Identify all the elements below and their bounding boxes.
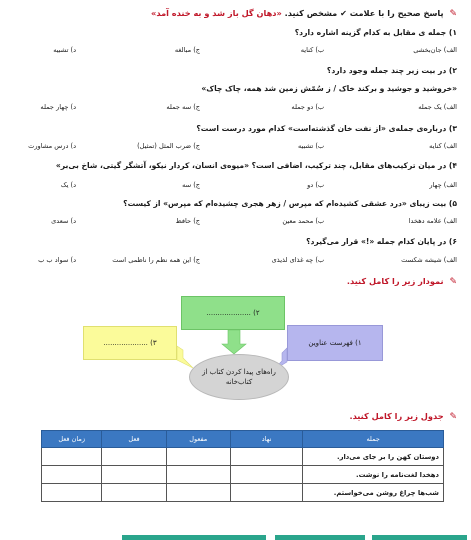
table-header-row (42, 431, 444, 448)
diagram-center: راه‌های پیدا کردن کتاب از کتاب‌خانه (189, 354, 289, 400)
option[interactable]: د) یک (60, 181, 77, 189)
question-3: ۳) درباره‌ی جمله‌ی «از نفت خان گذشته‌است» کدام مورد درست است؟ (196, 124, 457, 133)
table-cell[interactable] (230, 484, 302, 502)
option[interactable]: ج) سه (182, 181, 201, 189)
option[interactable]: د) چهار جمله (40, 103, 77, 111)
section3-title: ✎ جدول زیر را کامل کنید. (349, 411, 457, 422)
table-cell-sentence: شب‌ها چراغ روشن می‌خواستم. (303, 484, 444, 502)
option[interactable]: ج) حافظ (175, 217, 201, 225)
table-cell[interactable] (102, 484, 166, 502)
diagram-box-3[interactable]: ۳) .................... (83, 326, 177, 360)
question-2-verse: «خروشید و جوشید و برکند خاک / ز سُمّش زمین شد همه، چاک چاک» (201, 84, 457, 93)
section2-title: ✎ نمودار زیر را کامل کنید. (346, 276, 457, 287)
question-5: ۵) بیت زیبای «درد عشقی کشیده‌ام که مپرس / زهر هجری چشیده‌ام که مپرس» از کیست؟ (123, 199, 457, 208)
arrow-right (177, 346, 193, 368)
question-4: ۴) در میان ترکیب‌های مقابل، چند ترکیب، اضافی است؟ «میوه‌ی انسان، کردار نیکو، آتشگر گیتی، شاخ بی‌بر» (55, 161, 457, 170)
table-header: نهاد (230, 431, 302, 448)
option[interactable]: ب) چه غذای لذیذی (271, 256, 325, 264)
option[interactable]: ب) تشبیه (298, 142, 325, 150)
footer-bar (372, 535, 467, 540)
table-cell[interactable] (42, 448, 102, 466)
table-cell[interactable] (166, 484, 230, 502)
option[interactable]: د) درس مشاورت (28, 142, 77, 150)
table-cell[interactable] (230, 448, 302, 466)
pencil-icon: ✎ (449, 9, 457, 19)
option[interactable]: الف) جان‌بخشی (413, 46, 457, 54)
option[interactable]: الف) علامه دهخدا (408, 217, 457, 225)
option[interactable]: ج) سه جمله (166, 103, 201, 111)
option[interactable]: الف) کنایه (429, 142, 457, 150)
table-header: جمله (303, 431, 444, 448)
footer-bar (122, 535, 266, 540)
option[interactable]: ب) دو (307, 181, 325, 189)
question-6: ۶) در پایان کدام جمله «!» قرار می‌گیرد؟ (306, 237, 457, 246)
table-cell[interactable] (42, 466, 102, 484)
question-2: ۲) در بیت زیر چند جمله وجود دارد؟ (326, 66, 457, 75)
option[interactable]: ب) محمد معین (282, 217, 325, 225)
arrow-down (222, 330, 246, 354)
diagram-box-1: ۱) فهرست عناوین (287, 325, 383, 361)
table-row (42, 484, 444, 502)
grammar-table (41, 430, 444, 502)
option[interactable]: ب) دو جمله (291, 103, 325, 111)
diagram-box-2[interactable]: ۲) .................... (181, 296, 285, 330)
option[interactable]: الف) یک جمله (418, 103, 457, 111)
option[interactable]: د) سعدی (51, 217, 77, 225)
footer-bar (275, 535, 365, 540)
table-header: مفعول (166, 431, 230, 448)
option[interactable]: الف) شیشه شکست (401, 256, 457, 264)
table-cell[interactable] (166, 466, 230, 484)
table-cell[interactable] (102, 448, 166, 466)
table-header: زمان فعل (42, 431, 102, 448)
table-row (42, 448, 444, 466)
section1-instruction: پاسخ صحیح را با علامت ✔ مشخص کنید. (284, 8, 444, 18)
table-cell[interactable] (42, 484, 102, 502)
pencil-icon: ✎ (449, 277, 457, 287)
option[interactable]: ب) کنایه (300, 46, 325, 54)
table-cell[interactable] (102, 466, 166, 484)
table-cell-sentence: دهخدا لغت‌نامه را نوشت. (303, 466, 444, 484)
table-row (42, 466, 444, 484)
option[interactable]: ج) ضرب المثل (تمثیل) (137, 142, 201, 150)
table-cell[interactable] (230, 466, 302, 484)
table-cell-sentence: دوستان کهن را بر جای می‌دار. (303, 448, 444, 466)
option[interactable]: الف) چهار (429, 181, 457, 189)
option[interactable]: د) تشبیه (53, 46, 77, 54)
option[interactable]: د) سواد ب ب (38, 256, 77, 264)
section1-quote: «دهان گل باز شد و به خنده آمد» (151, 8, 282, 18)
option[interactable]: ج) این همه نظم را ناظمی است (112, 256, 201, 264)
option[interactable]: ج) مبالغه (174, 46, 201, 54)
pencil-icon: ✎ (449, 412, 457, 422)
table-header: فعل (102, 431, 166, 448)
question-1: ۱) جمله ی مقابل به کدام گزینه اشاره دارد؟ (294, 28, 457, 37)
table-cell[interactable] (166, 448, 230, 466)
